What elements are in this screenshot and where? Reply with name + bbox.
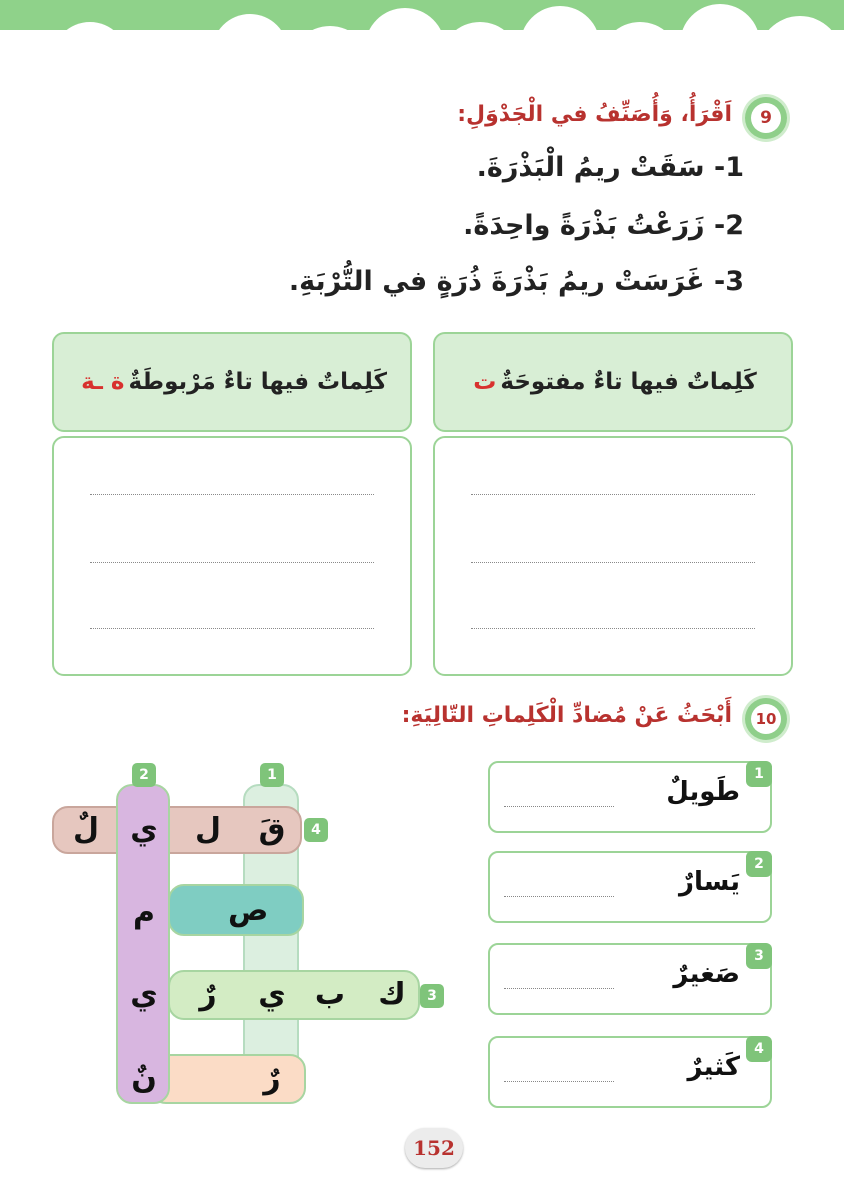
writing-line[interactable]	[90, 562, 374, 563]
antonym-word: صَغيرٌ	[673, 959, 740, 989]
antonym-number: 4	[746, 1036, 772, 1062]
answer-line[interactable]	[504, 988, 614, 989]
crossword-letter[interactable]: ل	[194, 812, 222, 847]
antonym-word: طَويلٌ	[666, 777, 740, 807]
sentence-1: 1- سَقَتْ ريمُ الْبَذْرَةَ.	[476, 152, 744, 183]
crossword-letter[interactable]: لٌ	[72, 812, 100, 847]
writing-line[interactable]	[471, 494, 755, 495]
exercise-10-title: أَبْحَثُ عَنْ مُضادِّ الْكَلِماتِ التّالِيَةِ:	[401, 703, 732, 728]
answer-area-open-taa[interactable]	[433, 436, 793, 676]
crossword-letter[interactable]: ص	[228, 893, 269, 928]
table-header-closed-taa	[52, 332, 412, 432]
answer-line[interactable]	[504, 896, 614, 897]
closed-taa-letters: ة ـة	[81, 369, 125, 395]
sentence-3: 3- غَرَسَتْ ريمُ بَذْرَةَ ذُرَةٍ في التُّرْبَةِ.	[288, 266, 744, 297]
exercise-9-title: اَقْرَأُ، وَأُصَنِّفُ في الْجَدْوَلِ:	[457, 102, 732, 127]
crossword-letter[interactable]: نٌ	[131, 1061, 157, 1096]
answer-line[interactable]	[504, 806, 614, 807]
cloud-header-decoration	[0, 0, 844, 92]
antonym-number: 1	[746, 761, 772, 787]
writing-line[interactable]	[90, 628, 374, 629]
crossword-letter[interactable]: رٌ	[199, 977, 217, 1012]
writing-line[interactable]	[90, 494, 374, 495]
antonym-box-2[interactable]	[488, 851, 772, 923]
antonym-box-3[interactable]	[488, 943, 772, 1015]
antonym-word: يَسارٌ	[679, 867, 740, 897]
writing-line[interactable]	[471, 628, 755, 629]
crossword-letter[interactable]: ب	[314, 977, 346, 1012]
closed-taa-label: كَلِماتٌ فيها تاءٌ مَرْبوطَةٌ	[128, 369, 387, 395]
open-taa-label: كَلِماتٌ فيها تاءٌ مفتوحَةٌ	[500, 369, 757, 395]
antonym-box-4[interactable]	[488, 1036, 772, 1108]
antonym-word: كَثيرٌ	[687, 1052, 740, 1082]
crossword-letter[interactable]: ي	[130, 812, 158, 847]
antonym-box-1[interactable]	[488, 761, 772, 833]
exercise-9-number: 9	[751, 103, 781, 133]
crossword-tag-1: 1	[260, 763, 284, 787]
exercise-10-number: 10	[751, 704, 781, 734]
open-taa-letter: ت	[473, 369, 497, 395]
exercise-10-badge	[745, 698, 787, 740]
crossword-tag-3: 3	[420, 984, 444, 1008]
sentence-2: 2- زَرَعْتُ بَذْرَةً واحِدَةً.	[463, 210, 744, 241]
crossword-letter[interactable]: م	[133, 895, 155, 930]
answer-area-closed-taa[interactable]	[52, 436, 412, 676]
writing-line[interactable]	[471, 562, 755, 563]
page-number: 152	[405, 1128, 463, 1168]
antonym-number: 2	[746, 851, 772, 877]
crossword-tag-2: 2	[132, 763, 156, 787]
crossword-letter[interactable]: ي	[258, 977, 286, 1012]
answer-line[interactable]	[504, 1081, 614, 1082]
crossword-letter[interactable]: ي	[130, 977, 158, 1012]
crossword-letter[interactable]: ك	[378, 977, 406, 1012]
antonym-number: 3	[746, 943, 772, 969]
exercise-9-badge	[745, 97, 787, 139]
crossword-tag-4: 4	[304, 818, 328, 842]
crossword-letter[interactable]: قَ	[258, 812, 286, 847]
table-header-open-taa	[433, 332, 793, 432]
crossword-letter[interactable]: رٌ	[263, 1061, 281, 1096]
